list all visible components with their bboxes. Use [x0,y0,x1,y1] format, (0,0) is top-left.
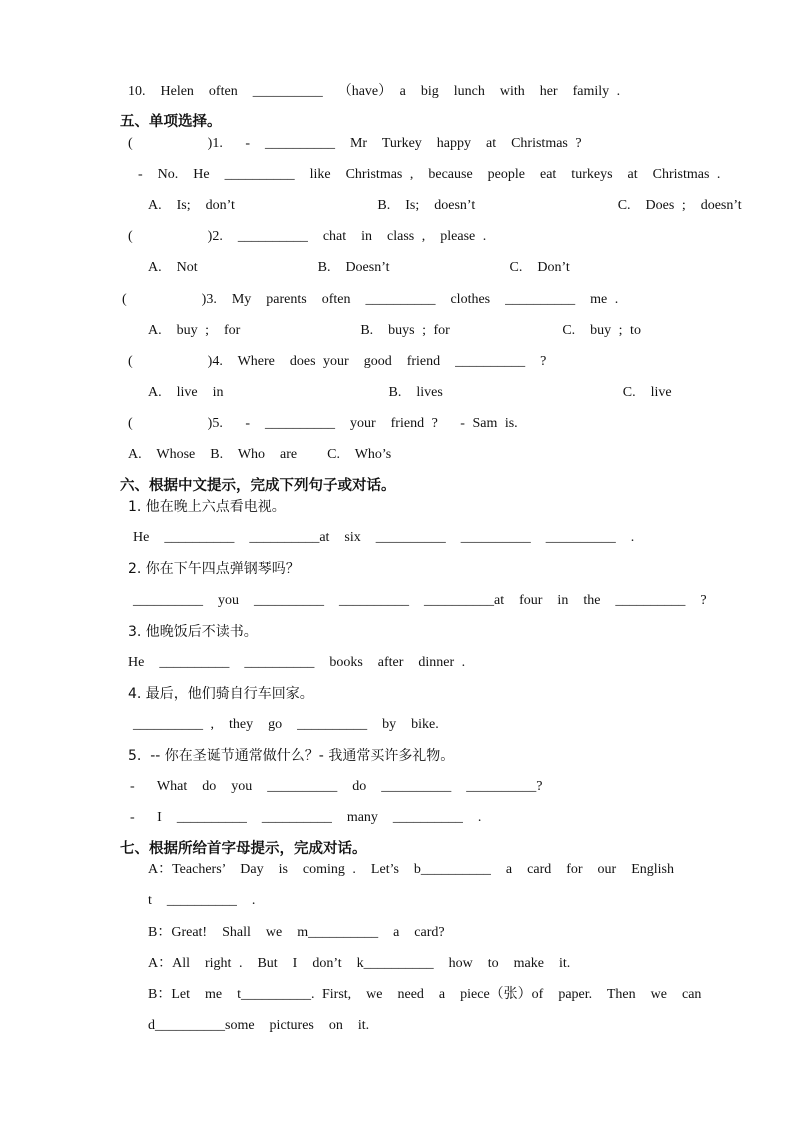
section-7-heading: 七、根据所给首字母提示，完成对话。 [120,841,367,857]
mc-question-1-options: A. Is; don’t B. Is; doesn’t C. Does ; doesn’t [148,198,742,213]
mc-question-1-reply: - No. He __________ like Christmas , because people eat turkeys at Christmas . [138,167,721,182]
sentence-2-english: __________ you __________ __________ __________at four in the __________ ? [133,593,707,608]
sentence-2-chinese: 2. 你在下午四点弹钢琴吗？ [128,561,300,577]
dialogue-line-5: B：Let me t__________. First, we need a piece（张）of paper. Then we can [148,987,702,1002]
dialogue-line-2: t __________ . [148,893,256,908]
mc-question-3-options: A. buy ; for B. buys ; for C. buy ; to [148,323,641,338]
dialogue-line-3: B：Great! Shall we m__________ a card? [148,925,445,940]
sentence-4-english: __________ , they go __________ by bike. [133,717,439,732]
mc-question-4: ( )4. Where does your good friend __________ ? [128,354,547,369]
mc-question-1: ( )1. - __________ Mr Turkey happy at Christmas ? [128,136,582,151]
section-6-heading: 六、根据中文提示，完成下列句子或对话。 [120,478,396,494]
mc-question-5: ( )5. - __________ your friend ? - Sam is. [128,416,518,431]
mc-question-4-options: A. live in B. lives C. live [148,385,672,400]
question-10: 10. Helen often __________ （have） a big lunch with her family . [128,84,621,99]
sentence-1-chinese: 1. 他在晚上六点看电视。 [128,499,286,515]
dialogue-line-4: A：All right . But I don’t k__________ how to make it. [148,956,571,971]
mc-question-5-options: A. Whose B. Who are C. Who’s [128,447,392,462]
sentence-4-chinese: 4. 最后，他们骑自行车回家。 [128,686,314,702]
dialogue-line-6: d__________some pictures on it. [148,1018,370,1033]
dialogue-line-1: A：Teachers’ Day is coming . Let’s b__________ a card for our English [148,862,674,877]
sentence-1-english: He __________ __________at six __________ __________ __________ . [133,530,635,545]
sentence-3-english: He __________ __________ books after dinner . [128,655,466,670]
sentence-5-english-question: - What do you __________ do __________ __________? [130,779,543,794]
sentence-3-chinese: 3. 他晚饭后不读书。 [128,624,258,640]
sentence-5-english-answer: - I __________ __________ many __________ . [130,810,482,825]
sentence-5-chinese: 5. -- 你在圣诞节通常做什么？- 我通常买许多礼物。 [128,748,455,764]
section-5-heading: 五、单项选择。 [120,114,222,130]
mc-question-2: ( )2. __________ chat in class , please . [128,229,487,244]
mc-question-2-options: A. Not B. Doesn’t C. Don’t [148,260,570,275]
mc-question-3: ( )3. My parents often __________ clothes __________ me . [122,292,619,307]
